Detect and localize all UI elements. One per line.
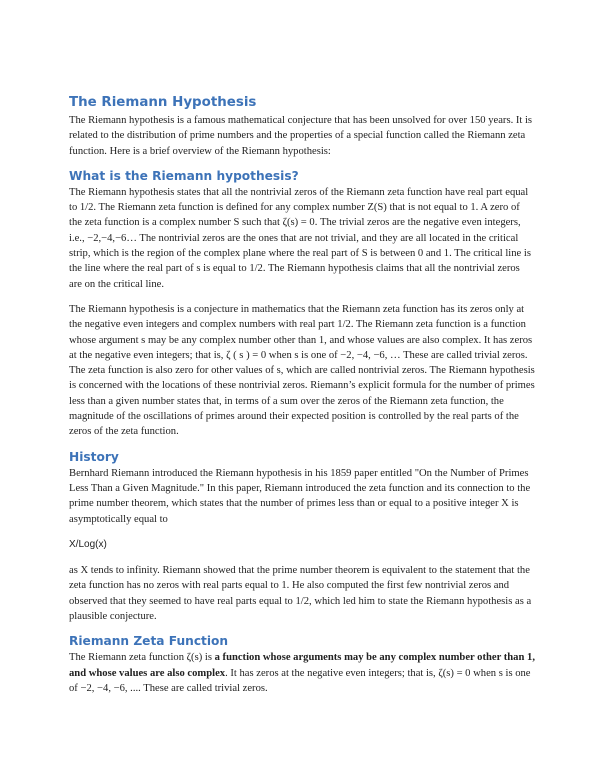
- zeta-text-end: . It has zeros at the negative even integers; that is, ζ(s) = 0 when s is one of −2, −4, −6, .... These are called trivial zeros.: [69, 667, 531, 694]
- zeta-text-bold: a function whose arguments may be any complex number other than 1, and whose values are also complex: [69, 652, 535, 679]
- formula: X/Log(x): [69, 538, 107, 550]
- document-page: [69, 94, 535, 696]
- what-is-paragraph-2: The Riemann hypothesis is a conjecture in mathematics that the Riemann zeta function has its zeros only at the negative even integers and complex numbers with real part 1/2. The Riemann zeta function is a function whose argument s may be any complex number other than 1, and whose values are also complex. It has zeros at the negative even integers; that is, ζ ( s ) = 0 when s is one of −2, −4, −6, … These are called trivial zeros. The zeta function is also zero for other values of s, which are called nontrivial zeros. The Riemann hypothesis is concerned with the locations of these nontrivial zeros. Riemann’s explicit formula for the number of primes less than a given number states that, in terms of a sum over the zeros of the Riemann zeta function, the magnitude of the oscillations of primes around their expected position is controlled by the real parts of the zeros of the zeta function.: [69, 303, 535, 438]
- section-heading-history: History: [69, 449, 119, 464]
- zeta-text-start: The Riemann zeta function ζ(s) is: [69, 652, 215, 664]
- intro-paragraph: The Riemann hypothesis is a famous mathematical conjecture that has been unsolved for over 150 years. It is related to the distribution of prime numbers and the properties of a special function called the Riemann zeta function. Here is a brief overview of the Riemann hypothesis:: [69, 115, 533, 157]
- history-paragraph-1: Bernhard Riemann introduced the Riemann hypothesis in his 1859 paper entitled "On the Number of Primes Less Than a Given Magnitude." In this paper, Riemann introduced the zeta function and its connection to the prime number theorem, which states that the number of primes less than or equal to a positive integer X is asymptotically equal to: [69, 467, 531, 525]
- zeta-paragraph: [69, 650, 535, 696]
- section-heading-what-is: What is the Riemann hypothesis?: [69, 168, 299, 183]
- section-heading-zeta: Riemann Zeta Function: [69, 634, 229, 649]
- document-title: The Riemann Hypothesis: [69, 95, 257, 110]
- history-paragraph-2: as X tends to infinity. Riemann showed that the prime number theorem is equivalent to the statement that the zeta function has no zeros with real parts equal to 1. He also computed the first few nontrivial zeros and observed that they seemed to have real parts equal to 1/2, which led him to state the Riemann hypothesis as a plausible conjecture.: [69, 565, 532, 623]
- what-is-paragraph-1: The Riemann hypothesis states that all the nontrivial zeros of the Riemann zeta function have real part equal to 1/2. The Riemann zeta function is defined for any complex number Z(S) that is not equal to 1. A zero of the zeta function is a complex number S such that ζ(s) = 0. The trivial zeros are the negative even integers, i.e., −2,−4,−6… The nontrivial zeros are the ones that are not trivial, and they are all located in the critical strip, which is the region of the complex plane where the real part of S is between 0 and 1. The critical line is the line where the real part of s is equal to 1/2. The Riemann hypothesis claims that all the nontrivial zeros are on the critical line.: [69, 186, 531, 290]
